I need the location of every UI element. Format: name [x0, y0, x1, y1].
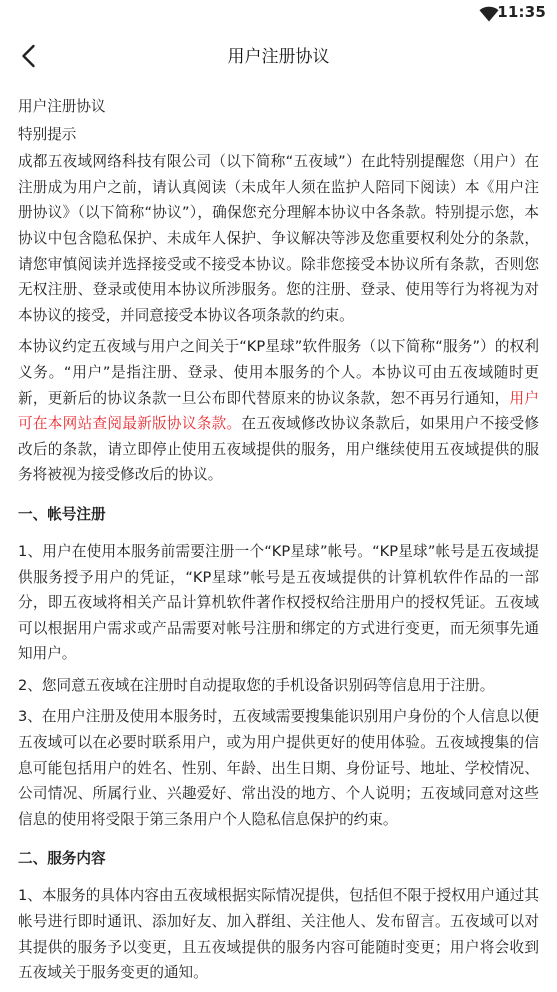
paragraph-account-1: 1、用户在使用本服务前需要注册一个“KP星球”帐号。“KP星球”帐号是五夜域提供服务授予用户的凭证，“KP星球”帐号是五夜域提供的计算机软件作品的一部分，即五夜域将相关产品计算机软件著作权授权给注册用户的授权凭证。五夜域可以根据用户需求或产品需要对帐号注册和绑定的方式进行变更，而无须事先通知用户。	[18, 542, 539, 663]
section-title-account: 一、帐号注册	[18, 505, 106, 523]
paragraph-rights-text: 本协议约定五夜域与用户之间关于“KP星球”软件服务（以下简称“服务”）的权利义务。“用户”是指注册、登录、使用本服务的个人。本协议可由五夜域随时更新，更新后的协议条款一旦公布即代替原来的协议条款，恕不再另行通知，	[18, 338, 539, 407]
paragraph-rights	[18, 334, 539, 488]
nav-bar	[0, 34, 557, 76]
latest-terms-highlight: 用户可在本网站查阅最新版协议条款。	[18, 389, 539, 433]
agreement-content[interactable]	[18, 94, 539, 992]
agreement-heading: 用户注册协议	[18, 98, 106, 115]
paragraph-account-3: 3、在用户注册及使用本服务时，五夜域需要搜集能识别用户身份的个人信息以便五夜域可以在必要时联系用户，或为用户提供更好的使用体验。五夜域搜集的信息可能包括用户的姓名、性别、年龄、出生日期、身份证号、地址、学校情况、公司情况、所属行业、兴趣爱好、常出没的地方、个人说明；五夜域同意对这些信息的使用将受限于第三条用户个人隐私信息保护的约束。	[18, 708, 539, 828]
wifi-icon	[479, 6, 499, 22]
section-title-service: 二、服务内容	[18, 850, 106, 868]
paragraph-service-1: 1、本服务的具体内容由五夜域根据实际情况提供，包括但不限于授权用户通过其帐号进行即时通讯、添加好友、加入群组、关注他人、发布留言。五夜域可以对其提供的服务予以变更，且五夜域提供的服务内容可能随时变更；用户将会收到五夜域关于服务变更的通知。	[18, 887, 539, 982]
special-notice-heading: 特别提示	[18, 125, 77, 143]
status-bar	[0, 0, 557, 34]
paragraph-intro: 成都五夜域网络科技有限公司（以下简称“五夜域”）在此特别提醒您（用户）在注册成为用户之前，请认真阅读（未成年人须在监护人陪同下阅读）本《用户注册协议》（以下简称“协议”），确保您充分理解本协议中各条款。特别提示您，本协议中包含隐私保护、未成年人保护、争议解决等涉及您重要权利处分的条款，请您审慎阅读并选择接受或不接受本协议。除非您接受本协议所有条款，否则您无权注册、登录或使用本协议所涉服务。您的注册、登录、使用等行为将视为对本协议的接受，并同意接受本协议各项条款的约束。	[18, 153, 539, 324]
paragraph-account-2: 2、您同意五夜域在注册时自动提取您的手机设备识别码等信息用于注册。	[18, 676, 495, 694]
page-title: 用户注册协议	[227, 47, 330, 67]
paragraph-rights-text-2: 在五夜域修改协议条款后，如果用户不接受修改后的条款，请立即停止使用五夜域提供的服务，用户继续使用五夜域提供的服务将被视为接受修改后的协议。	[18, 415, 539, 484]
status-time: 11:35	[497, 3, 546, 21]
